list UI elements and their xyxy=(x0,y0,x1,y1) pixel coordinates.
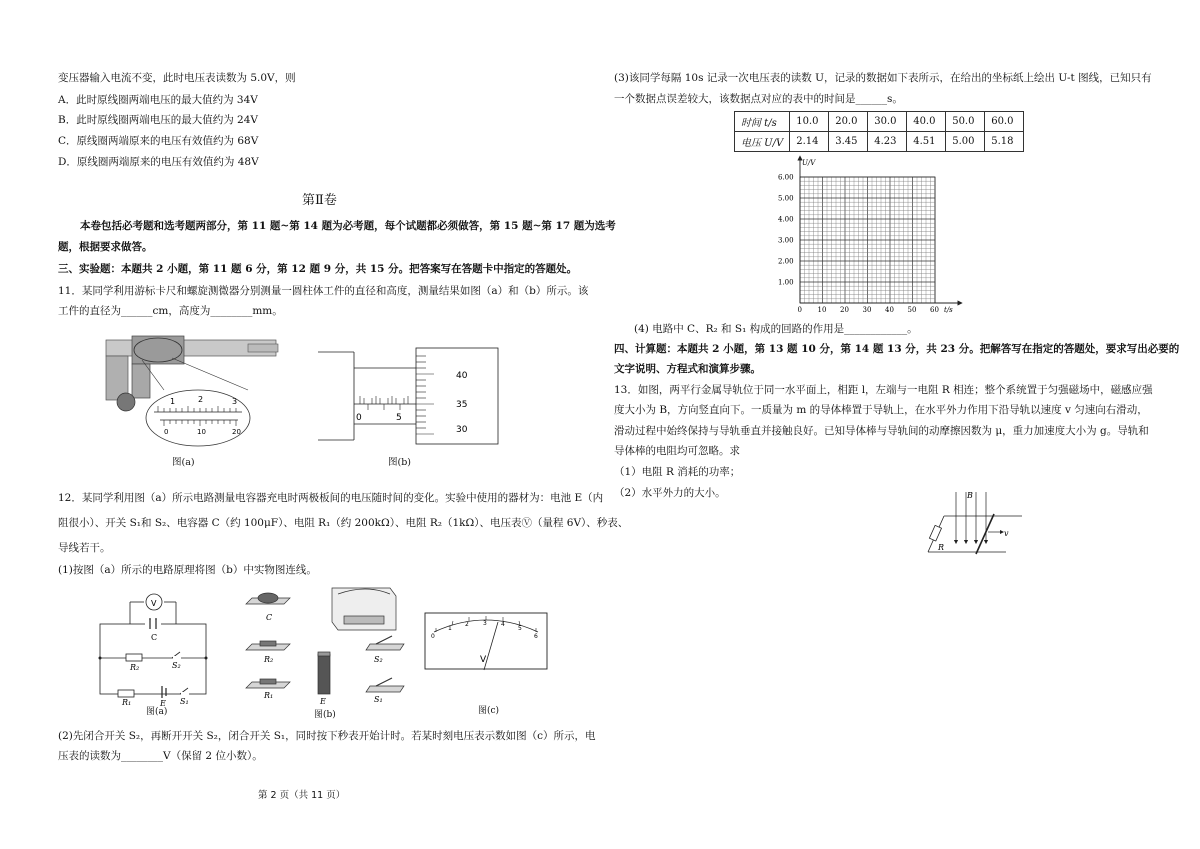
caliper-main-tick-1: 1 xyxy=(170,397,176,406)
q12-sub2-line1: (2)先闭合开关 S₂，再断开开关 S₂，闭合开关 S₁，同时按下秒表开始计时。若某时刻电压表示数如图（c）所示，电 xyxy=(58,730,596,742)
q13-line4: 导体棒的电阻均可忽略。求 xyxy=(614,445,740,457)
q13-line1: 13．如图，两平行金属导轨位于同一水平面上，相距 l，左端与一电阻 R 相连；整个系统置于匀强磁场中，磁感应强 xyxy=(614,384,1153,396)
table-cell: 30.0 xyxy=(868,112,907,132)
fig-a-caption: 图(a) xyxy=(172,457,195,468)
meter-tick-1: 1 xyxy=(448,625,452,632)
table-cell: 5.00 xyxy=(946,132,985,152)
fig12-c-caption: 图(c) xyxy=(478,706,500,716)
micrometer-thimble-30: 30 xyxy=(456,425,468,435)
circuit-label-s1: S₁ xyxy=(180,697,189,706)
rails-label-b: B xyxy=(967,491,973,500)
x-tick-label: 50 xyxy=(907,306,917,314)
component-label-s2: S₂ xyxy=(374,655,383,664)
voltmeter-dial xyxy=(424,612,548,672)
data-table xyxy=(734,111,1024,152)
section-title: 第Ⅱ卷 xyxy=(302,193,337,208)
component-label-s1: S₁ xyxy=(374,695,383,704)
component-label-c: C xyxy=(266,613,273,622)
meter-unit: V xyxy=(480,655,487,665)
q13-question2: （2）水平外力的大小。 xyxy=(614,487,726,499)
table-row-label: 电压 U/V xyxy=(735,132,790,152)
page-footer: 第 2 页（共 11 页） xyxy=(258,790,346,801)
q12-sub1: (1)按图（a）所示的电路原理将图（b）中实物图连线。 xyxy=(58,564,317,576)
rails-label-r: R xyxy=(938,543,945,552)
x-tick-label: 10 xyxy=(817,306,827,314)
circuit-label-c: C xyxy=(151,633,158,642)
circuit-label-e: E xyxy=(160,699,166,708)
x-tick-label: 0 xyxy=(797,306,802,314)
q11-line1: 11．某同学利用游标卡尺和螺旋测微器分别测量一圆柱体工件的直径和高度，测量结果如图（a）和（b）所示。该 xyxy=(58,285,589,297)
q13-line3: 滑动过程中始终保持与导轨垂直并接触良好。已知导体棒与导轨间的动摩擦因数为 μ，重力加速度大小为 g。导轨和 xyxy=(614,425,1149,437)
rails-label-v: v xyxy=(1004,529,1009,538)
table-cell: 3.45 xyxy=(829,132,868,152)
q12-sub4: (4) 电路中 C、R₂ 和 S₁ 构成的回路的作用是____________。 xyxy=(634,323,918,335)
micrometer-figure xyxy=(318,348,500,448)
table-row-label: 时间 t/s xyxy=(735,112,790,132)
fig12-a-caption: 图(a) xyxy=(146,707,168,717)
micrometer-sleeve-0: 0 xyxy=(356,413,362,423)
section-note-1: 本卷包括必考题和选考题两部分，第 11 题~第 14 题为必考题，每个试题都必须做答，第 15 题~第 17 题为选考 xyxy=(80,220,616,232)
q10-option-b: B．此时原线圈两端电压的最大值约为 24V xyxy=(58,114,258,126)
circuit-diagram xyxy=(96,588,212,706)
table-cell: 4.23 xyxy=(868,132,907,152)
q12-sub2-line2: 压表的读数为________V（保留 2 位小数）。 xyxy=(58,750,263,762)
y-tick-label: 2.00 xyxy=(778,257,794,266)
circuit-label-v: V xyxy=(151,599,157,608)
caliper-vernier-tick-0: 0 xyxy=(164,428,169,436)
table-cell: 20.0 xyxy=(829,112,868,132)
part4-title: 四、计算题：本题共 2 小题，第 13 题 10 分，第 14 题 13 分，共 23 分。把解答写在指定的答题处，要求写出必要的 xyxy=(614,343,1180,355)
component-label-r1: R₁ xyxy=(264,691,274,700)
q12-sub3-line1: (3)该同学每隔 10s 记录一次电压表的读数 U，记录的数据如下表所示，在给出的坐标纸上绘出 U-t 图线，已知只有 xyxy=(614,72,1152,84)
circuit-label-r1: R₁ xyxy=(122,698,132,707)
meter-tick-5: 5 xyxy=(518,625,522,632)
q10-option-c: C．原线圈两端原来的电压有效值约为 68V xyxy=(58,135,259,147)
micrometer-thimble-40: 40 xyxy=(456,371,468,381)
micrometer-thimble-35: 35 xyxy=(456,400,468,410)
meter-tick-6: 6 xyxy=(534,633,538,640)
table-cell: 4.51 xyxy=(907,132,946,152)
x-tick-label: 60 xyxy=(930,306,939,314)
y-tick-label: 4.00 xyxy=(778,215,794,224)
table-cell: 60.0 xyxy=(985,112,1024,132)
q12-line1: 12．某同学利用图（a）所示电路测量电容器充电时两极板间的电压随时间的变化。实验中使用的器材为：电池 E（内 xyxy=(58,492,604,504)
y-tick-label: 6.00 xyxy=(778,173,794,182)
micrometer-sleeve-5: 5 xyxy=(396,413,402,423)
circuit-label-r2: R₂ xyxy=(130,663,140,672)
table-cell: 10.0 xyxy=(790,112,829,132)
component-label-e: E xyxy=(320,697,326,706)
table-cell: 5.18 xyxy=(985,132,1024,152)
meter-tick-0: 0 xyxy=(431,633,435,640)
y-tick-label: 1.00 xyxy=(778,278,794,287)
table-cell: 40.0 xyxy=(907,112,946,132)
x-tick-label: 30 xyxy=(862,306,872,314)
fig12-b-caption: 图(b) xyxy=(314,710,336,720)
rails-figure xyxy=(922,488,1028,562)
physical-components-figure xyxy=(240,580,415,706)
q13-question1: （1）电阻 R 消耗的功率； xyxy=(614,466,741,478)
y-tick-label: 3.00 xyxy=(778,236,794,245)
x-tick-label: 20 xyxy=(840,306,849,314)
fig-b-caption: 图(b) xyxy=(388,457,411,468)
q12-sub3-line2: 一个数据点误差较大，该数据点对应的表中的时间是______s。 xyxy=(614,93,903,105)
q10-option-d: D．原线圈两端原来的电压有效值约为 48V xyxy=(58,156,259,168)
q12-line2: 阻很小）、开关 S₁和 S₂、电容器 C（约 100μF）、电阻 R₁（约 200kΩ）、电阻 R₂（1kΩ）、电压表Ⓥ（量程 6V）、秒表、 xyxy=(58,517,629,529)
table-cell: 50.0 xyxy=(946,112,985,132)
q12-line3: 导线若干。 xyxy=(58,542,111,554)
meter-tick-2: 2 xyxy=(465,621,469,628)
caliper-vernier-tick-10: 10 xyxy=(197,428,206,436)
component-label-r2: R₂ xyxy=(264,655,274,664)
q10-intro: 变压器输入电流不变，此时电压表读数为 5.0V，则 xyxy=(58,72,296,84)
vernier-caliper-figure xyxy=(98,326,288,456)
caliper-main-tick-3: 3 xyxy=(232,397,238,406)
chart-x-label: t/s xyxy=(944,306,953,314)
part3-title: 三、实验题：本题共 2 小题，第 11 题 6 分，第 12 题 9 分，共 15 分。把答案写在答题卡中指定的答题处。 xyxy=(58,263,578,275)
y-tick-label: 5.00 xyxy=(778,194,794,203)
meter-tick-3: 3 xyxy=(483,620,487,627)
section-note-2: 题，根据要求做答。 xyxy=(58,241,153,253)
part4-title-2: 文字说明、方程式和演算步骤。 xyxy=(614,363,761,375)
chart-y-label: U/V xyxy=(802,159,816,167)
table-row-time xyxy=(735,112,1024,132)
caliper-main-tick-2: 2 xyxy=(198,395,204,404)
caliper-vernier-tick-20: 20 xyxy=(232,428,241,436)
circuit-label-s2: S₂ xyxy=(172,661,181,670)
q13-line2: 度大小为 B，方向竖直向下。一质量为 m 的导体棒置于导轨上，在水平外力作用下沿导轨以速度 v 匀速向右滑动， xyxy=(614,404,1148,416)
graph-paper-chart xyxy=(760,156,970,314)
q11-line2: 工件的直径为______cm，高度为________mm。 xyxy=(58,305,283,317)
table-row-voltage xyxy=(735,132,1024,152)
q10-option-a: A．此时原线圈两端电压的最大值约为 34V xyxy=(58,94,258,106)
table-cell: 2.14 xyxy=(790,132,829,152)
x-tick-label: 40 xyxy=(885,306,894,314)
meter-tick-4: 4 xyxy=(501,621,505,628)
